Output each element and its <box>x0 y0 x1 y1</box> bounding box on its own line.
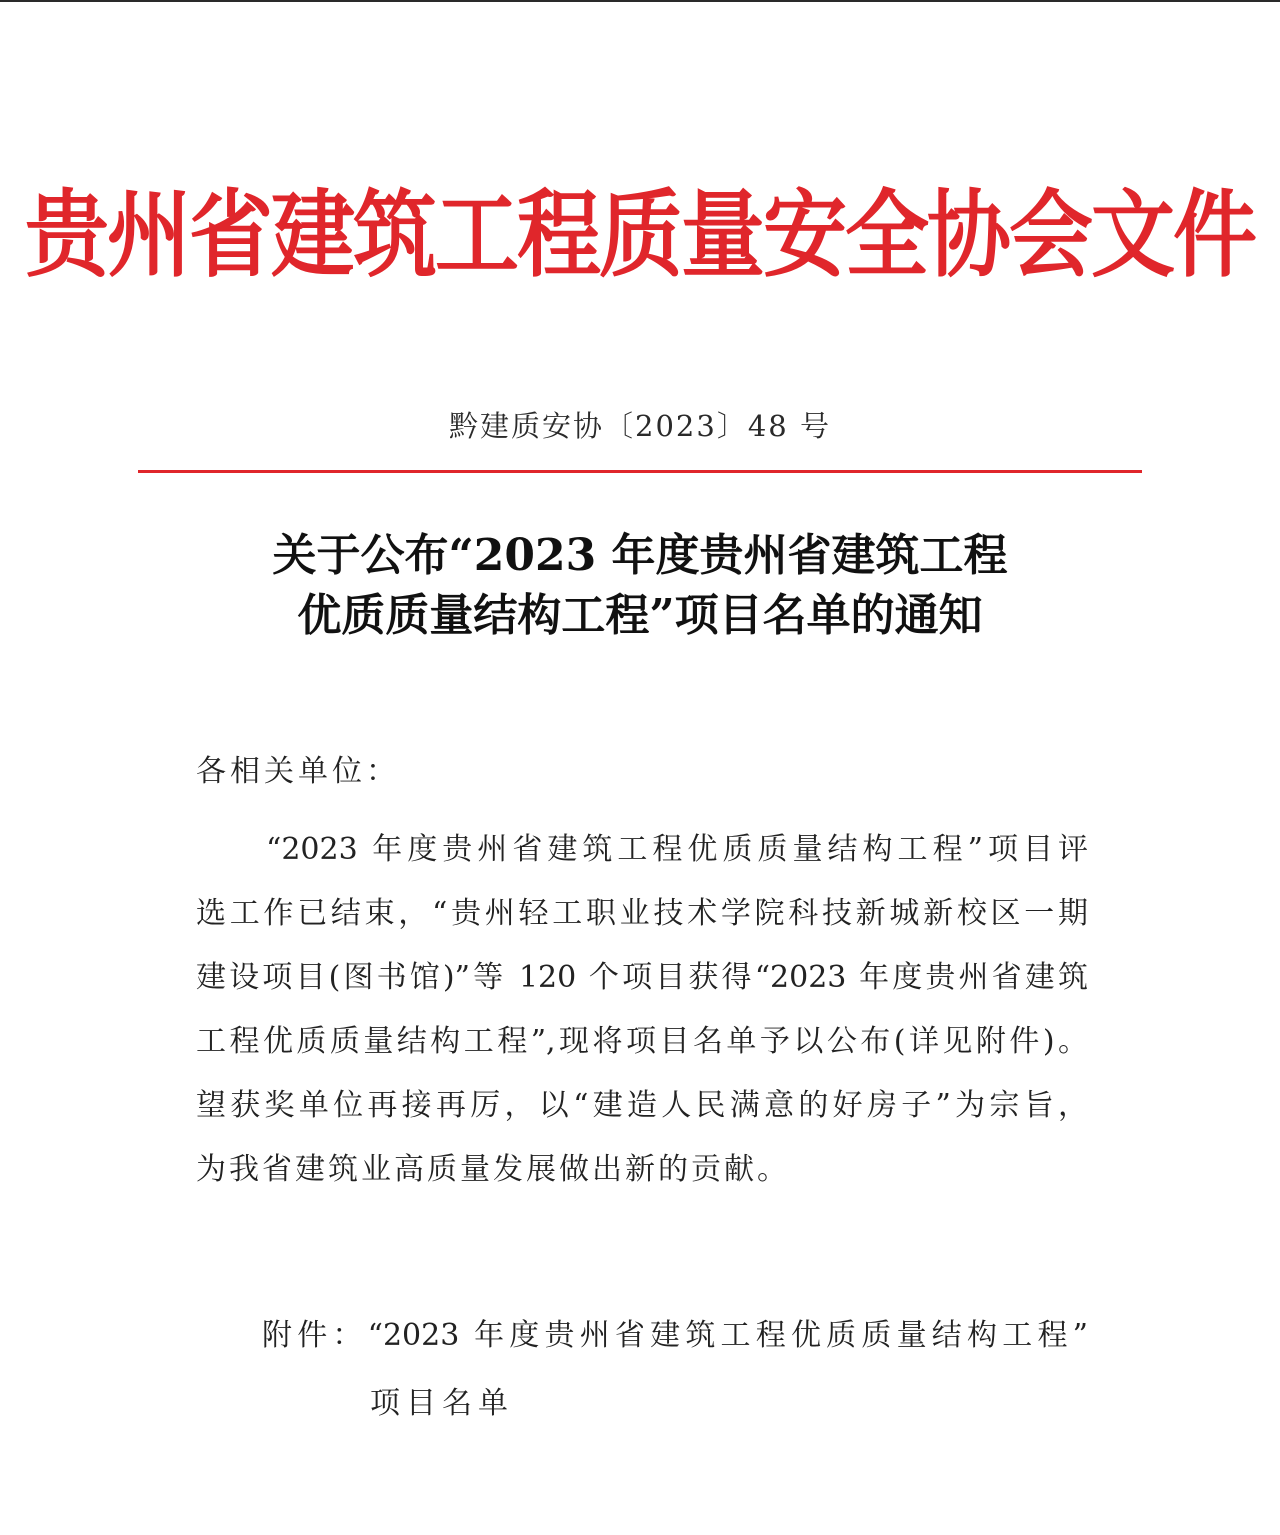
body-line: “2023 年度贵州省建筑工程优质质量结构工程”项目评 <box>266 832 1088 867</box>
body-paragraph <box>196 824 1088 1208</box>
document-number: 黔建质安协〔2023〕48 号 <box>449 409 831 443</box>
attachment-note <box>262 1310 1088 1430</box>
addressee: 各相关单位： <box>196 754 400 789</box>
body-line: 为我省建筑业高质量发展做出新的贡献。 <box>196 1152 790 1187</box>
body-line: 选工作已结束，“贵州轻工职业技术学院科技新城新校区一期 <box>196 896 1088 931</box>
body-line: 建设项目(图书馆)”等 120 个项目获得“2023 年度贵州省建筑 <box>196 960 1088 995</box>
body-line: 工程优质质量结构工程”,现将项目名单予以公布(详见附件)。 <box>196 1024 1088 1059</box>
body-line: 望获奖单位再接再厉，以“建造人民满意的好房子”为宗旨， <box>196 1088 1088 1123</box>
letterhead-title: 贵州省建筑工程质量安全协会文件 <box>24 180 1255 291</box>
attachment-line-1: 附件：“2023 年度贵州省建筑工程优质质量结构工程” <box>262 1318 1088 1353</box>
red-divider-line <box>138 470 1142 473</box>
notice-title-line-2: 优质质量结构工程”项目名单的通知 <box>297 590 983 641</box>
notice-title <box>0 526 1280 646</box>
top-border-line <box>0 0 1280 2</box>
attachment-line-2: 项目名单 <box>370 1386 514 1421</box>
notice-title-line-1: 关于公布“2023 年度贵州省建筑工程 <box>272 530 1008 581</box>
